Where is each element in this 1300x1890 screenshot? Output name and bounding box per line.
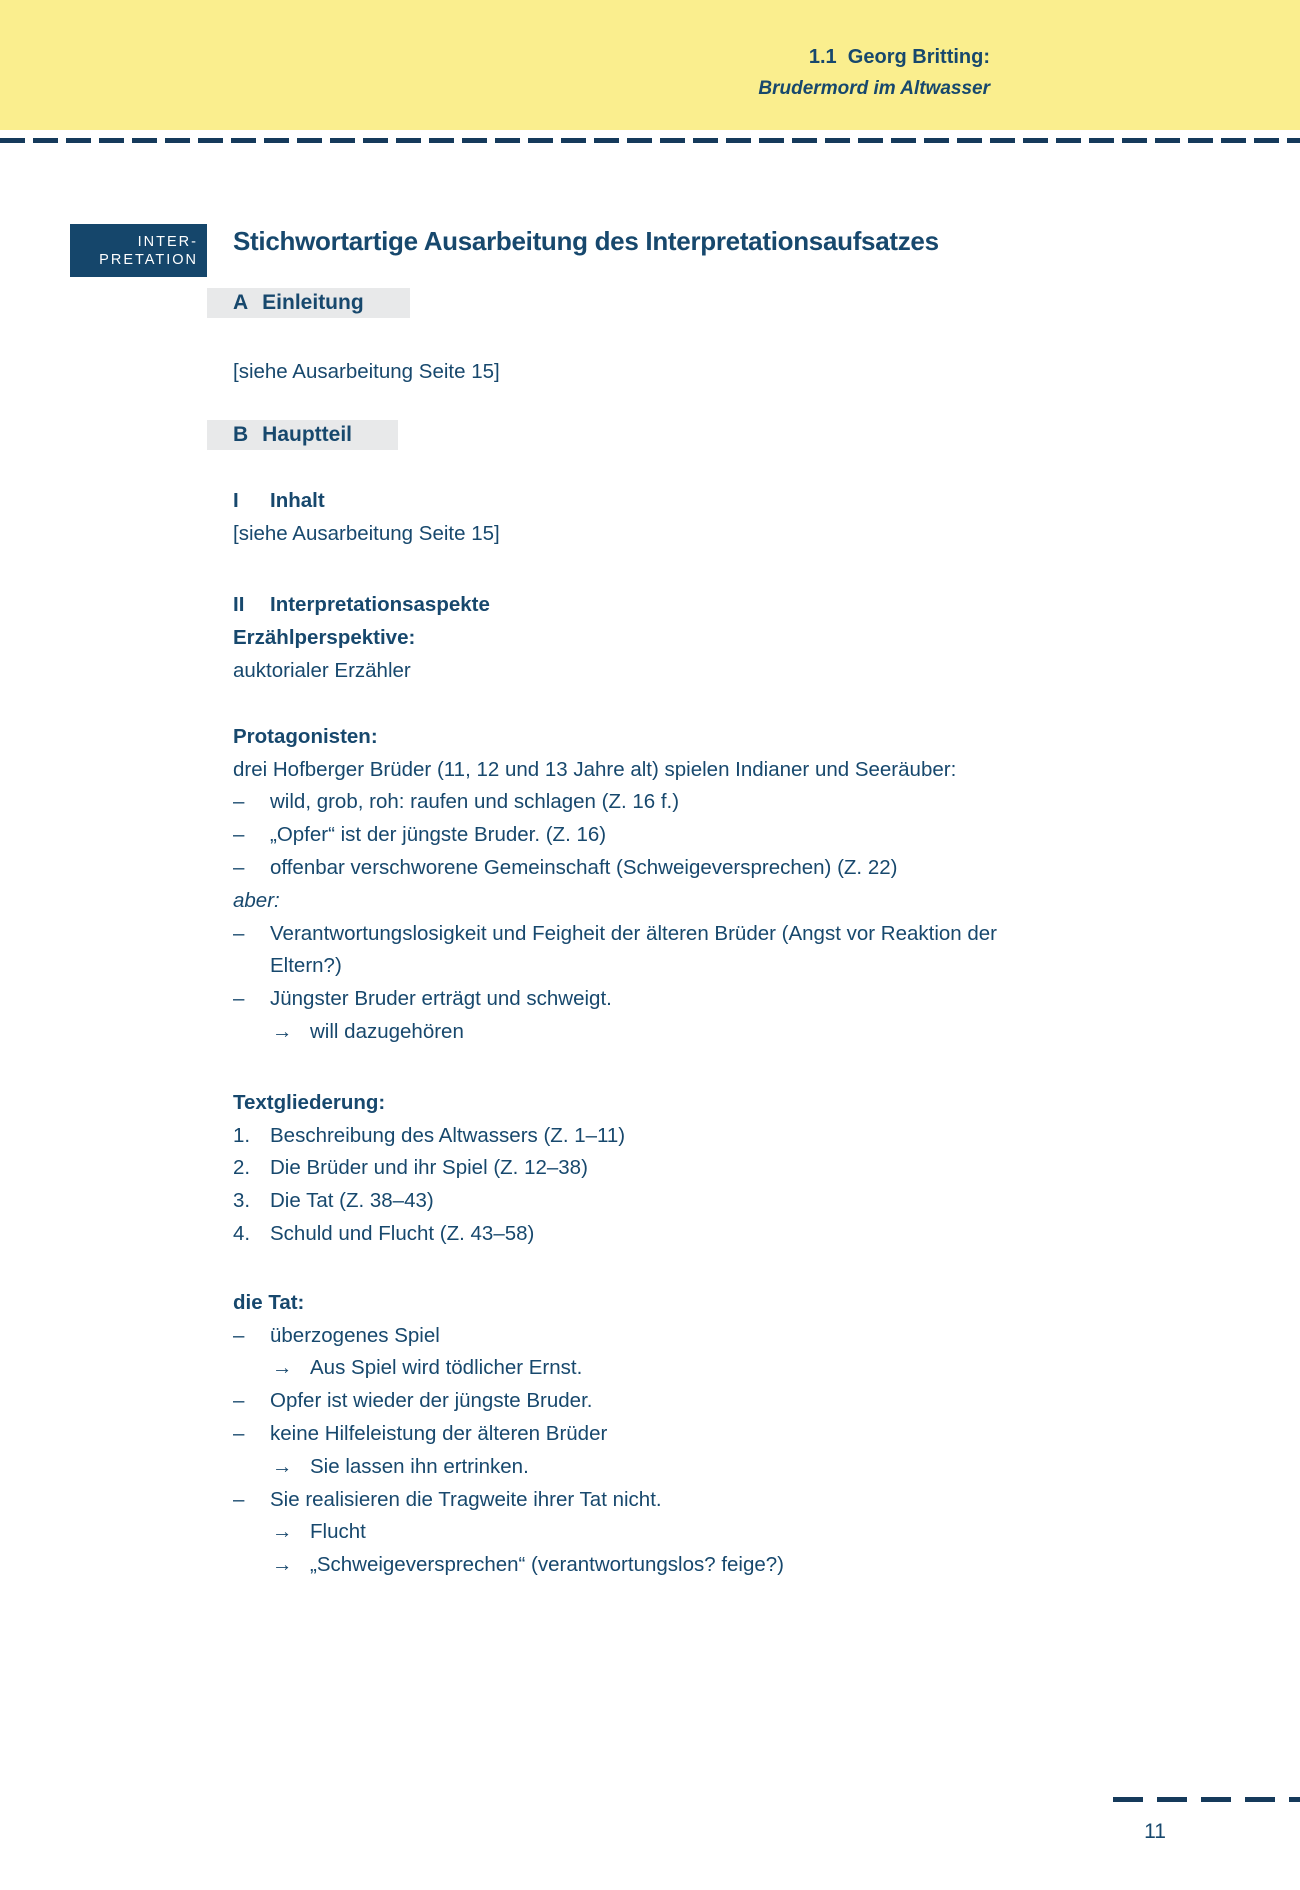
section-label-wrap	[0, 420, 1300, 450]
dash-bullet	[233, 819, 1300, 852]
content	[0, 226, 1300, 1582]
section-label-text: Hauptteil	[262, 422, 353, 446]
dash-bullet	[233, 1385, 1300, 1418]
page-title: Stichwortartige Ausarbeitung des Interpretationsaufsatzes	[233, 226, 939, 256]
item-number: 3.	[233, 1189, 251, 1213]
bullet-text: Opfer ist wieder der jüngste Bruder.	[270, 1389, 593, 1413]
section-label-box	[207, 288, 410, 318]
bullet-text: Interpretationsaspekte	[270, 593, 490, 617]
bullet-text: Sie lassen ihn ertrinken.	[310, 1454, 529, 1478]
bullet-text: Sie realisieren die Tragweite ihrer Tat nicht.	[270, 1487, 662, 1511]
dash-marker: –	[233, 855, 245, 879]
roman-heading	[233, 485, 1300, 518]
arrow-icon: →	[272, 1454, 293, 1478]
bullet-text: Flucht	[310, 1520, 366, 1544]
dash-bullet	[233, 852, 1300, 885]
page-number: 11	[1144, 1820, 1166, 1843]
dash-marker: –	[233, 1487, 245, 1511]
item-number: 1.	[233, 1123, 251, 1147]
section-letter: A	[233, 291, 249, 314]
sub-heading: Erzählperspektive:	[233, 626, 416, 650]
bullet-text: überzogenes Spiel	[270, 1323, 440, 1347]
bullet-text: Verantwortungslosigkeit und Feigheit der älteren Brüder (Angst vor Reaktion der	[270, 921, 998, 945]
header-band	[0, 0, 1300, 130]
bullet-text: Inhalt	[270, 488, 325, 512]
arrow-icon: →	[272, 1356, 293, 1380]
content-blocks	[0, 288, 1300, 1582]
empty-marker	[233, 950, 270, 983]
arrow-bullet	[233, 1516, 1300, 1549]
dash-marker: –	[233, 921, 245, 945]
arrow-icon: →	[272, 1019, 293, 1043]
dash-marker: –	[233, 987, 245, 1011]
dash-bullet	[233, 786, 1300, 819]
numbered-item	[233, 1185, 1300, 1218]
body-line: [siehe Ausarbeitung Seite 15]	[233, 521, 500, 545]
bullet-continuation	[233, 950, 1300, 983]
roman-heading	[233, 589, 1300, 622]
dash-marker: –	[233, 1389, 245, 1413]
item-number: 4.	[233, 1221, 251, 1245]
bullet-text: Die Tat (Z. 38–43)	[270, 1189, 434, 1213]
dash-marker: –	[233, 790, 245, 814]
section-label-box	[207, 420, 398, 450]
section-label-wrap	[0, 288, 1300, 318]
arrow-icon: →	[272, 1520, 293, 1544]
dash-marker: –	[233, 1421, 245, 1445]
italic-line: aber:	[233, 888, 280, 912]
bullet-text: will dazugehören	[310, 1019, 464, 1043]
sub-heading: Protagonisten:	[233, 724, 378, 748]
section-label-text: Einleitung	[262, 291, 364, 314]
arrow-icon: →	[272, 1553, 293, 1577]
dash-marker: –	[233, 823, 245, 847]
arrow-bullet	[233, 1352, 1300, 1385]
arrow-bullet	[233, 1016, 1300, 1049]
tag-line-2: PRETATION	[99, 251, 198, 268]
bullet-text: keine Hilfeleistung der älteren Brüder	[270, 1421, 608, 1445]
bullet-text: Beschreibung des Altwassers (Z. 1–11)	[270, 1123, 626, 1147]
tag-line-1: INTER-	[137, 233, 198, 250]
bullet-text: Schuld und Flucht (Z. 43–58)	[270, 1221, 535, 1245]
dash-marker: –	[233, 1323, 245, 1347]
bullet-text: „Opfer“ ist der jüngste Bruder. (Z. 16)	[270, 823, 607, 847]
body-line: auktorialer Erzähler	[233, 658, 411, 682]
bullet-text: Eltern?)	[270, 954, 342, 978]
dash-bullet	[233, 983, 1300, 1016]
bullet-text: wild, grob, roh: raufen und schlagen (Z. 16 f.)	[270, 790, 680, 814]
dash-bullet	[233, 1418, 1300, 1451]
dash-bullet	[233, 1320, 1300, 1353]
sub-heading: die Tat:	[233, 1290, 305, 1314]
numbered-item	[233, 1120, 1300, 1153]
section-letter: B	[233, 422, 249, 446]
dash-bullet	[233, 918, 1300, 951]
bullet-text: offenbar verschworene Gemeinschaft (Schweigeversprechen) (Z. 22)	[270, 855, 898, 879]
body-line: [siehe Ausarbeitung Seite 15]	[233, 360, 500, 383]
bullet-text: „Schweigeversprechen“ (verantwortungslos? feige?)	[310, 1553, 785, 1577]
bullet-text: Jüngster Bruder erträgt und schweigt.	[270, 987, 612, 1011]
item-number: I	[233, 488, 239, 512]
bullet-text: Die Brüder und ihr Spiel (Z. 12–38)	[270, 1156, 588, 1180]
body-line: drei Hofberger Brüder (11, 12 und 13 Jahre alt) spielen Indianer und Seeräuber:	[233, 757, 957, 781]
arrow-bullet	[233, 1549, 1300, 1582]
item-number: II	[233, 593, 245, 617]
header-chapter: 1.1 Georg Britting:	[808, 46, 990, 68]
numbered-item	[233, 1218, 1300, 1251]
dash-bullet	[233, 1484, 1300, 1517]
bottom-dashed-rule	[1113, 1797, 1300, 1802]
item-number: 2.	[233, 1156, 251, 1180]
top-dashed-rule	[0, 138, 1300, 143]
numbered-item	[233, 1152, 1300, 1185]
sub-heading: Textgliederung:	[233, 1090, 386, 1114]
arrow-bullet	[233, 1451, 1300, 1484]
header-work-title: Brudermord im Altwasser	[758, 78, 990, 99]
bullet-text: Aus Spiel wird tödlicher Ernst.	[310, 1356, 583, 1380]
header-text	[758, 42, 990, 104]
